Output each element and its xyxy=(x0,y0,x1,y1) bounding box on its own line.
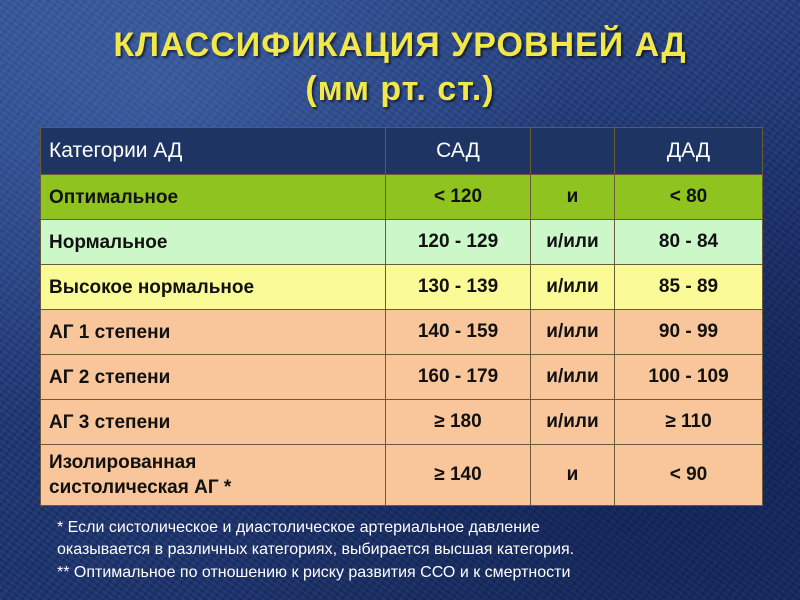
row-category: АГ 3 степени xyxy=(41,400,386,445)
row-sbp: < 120 xyxy=(386,175,531,220)
table-row-ag2 xyxy=(41,355,763,400)
row-dbp: ≥ 110 xyxy=(615,400,763,445)
row-category: АГ 2 степени xyxy=(41,355,386,400)
table-row-normal xyxy=(41,220,763,265)
row-conjunction: и/или xyxy=(531,400,615,445)
row-dbp: < 80 xyxy=(615,175,763,220)
row-sbp: ≥ 180 xyxy=(386,400,531,445)
page-subtitle-units: (мм рт. ст.) xyxy=(305,70,495,108)
row-category-line2: систолическая АГ * xyxy=(49,477,232,498)
row-conjunction: и/или xyxy=(531,220,615,265)
footnote-line3: ** Оптимальное по отношению к риску развития ССО и к смертности xyxy=(57,564,571,581)
header-conjunction xyxy=(531,128,615,175)
row-dbp: 80 - 84 xyxy=(615,220,763,265)
header-dbp: ДАД xyxy=(615,128,763,175)
row-category xyxy=(41,445,386,506)
row-dbp: 100 - 109 xyxy=(615,355,763,400)
row-conjunction: и/или xyxy=(531,355,615,400)
header-category: Категории АД xyxy=(41,128,386,175)
row-sbp: ≥ 140 xyxy=(386,445,531,506)
row-conjunction: и xyxy=(531,445,615,506)
table-row-isolated-systolic xyxy=(41,445,763,506)
row-conjunction: и xyxy=(531,175,615,220)
row-category: Высокое нормальное xyxy=(41,265,386,310)
row-category: АГ 1 степени xyxy=(41,310,386,355)
footnote-line2: оказывается в различных категориях, выбирается высшая категория. xyxy=(57,541,575,558)
table-row-ag3 xyxy=(41,400,763,445)
row-sbp: 130 - 139 xyxy=(386,265,531,310)
bp-classification-table xyxy=(40,127,763,506)
header-sbp: САД xyxy=(386,128,531,175)
row-dbp: 85 - 89 xyxy=(615,265,763,310)
row-conjunction: и/или xyxy=(531,265,615,310)
row-sbp: 160 - 179 xyxy=(386,355,531,400)
table-row-high-normal xyxy=(41,265,763,310)
table-row-ag1 xyxy=(41,310,763,355)
row-category-line1: Изолированная xyxy=(49,452,197,473)
table-row-optimal xyxy=(41,175,763,220)
page-title: КЛАССИФИКАЦИЯ УРОВНЕЙ АД xyxy=(113,26,687,64)
footnote-line1: * Если систолическое и диастолическое артериальное давление xyxy=(57,519,540,536)
table-header-row xyxy=(41,128,763,175)
row-category: Оптимальное xyxy=(41,175,386,220)
row-sbp: 140 - 159 xyxy=(386,310,531,355)
row-dbp: < 90 xyxy=(615,445,763,506)
row-dbp: 90 - 99 xyxy=(615,310,763,355)
row-category: Нормальное xyxy=(41,220,386,265)
row-conjunction: и/или xyxy=(531,310,615,355)
row-sbp: 120 - 129 xyxy=(386,220,531,265)
